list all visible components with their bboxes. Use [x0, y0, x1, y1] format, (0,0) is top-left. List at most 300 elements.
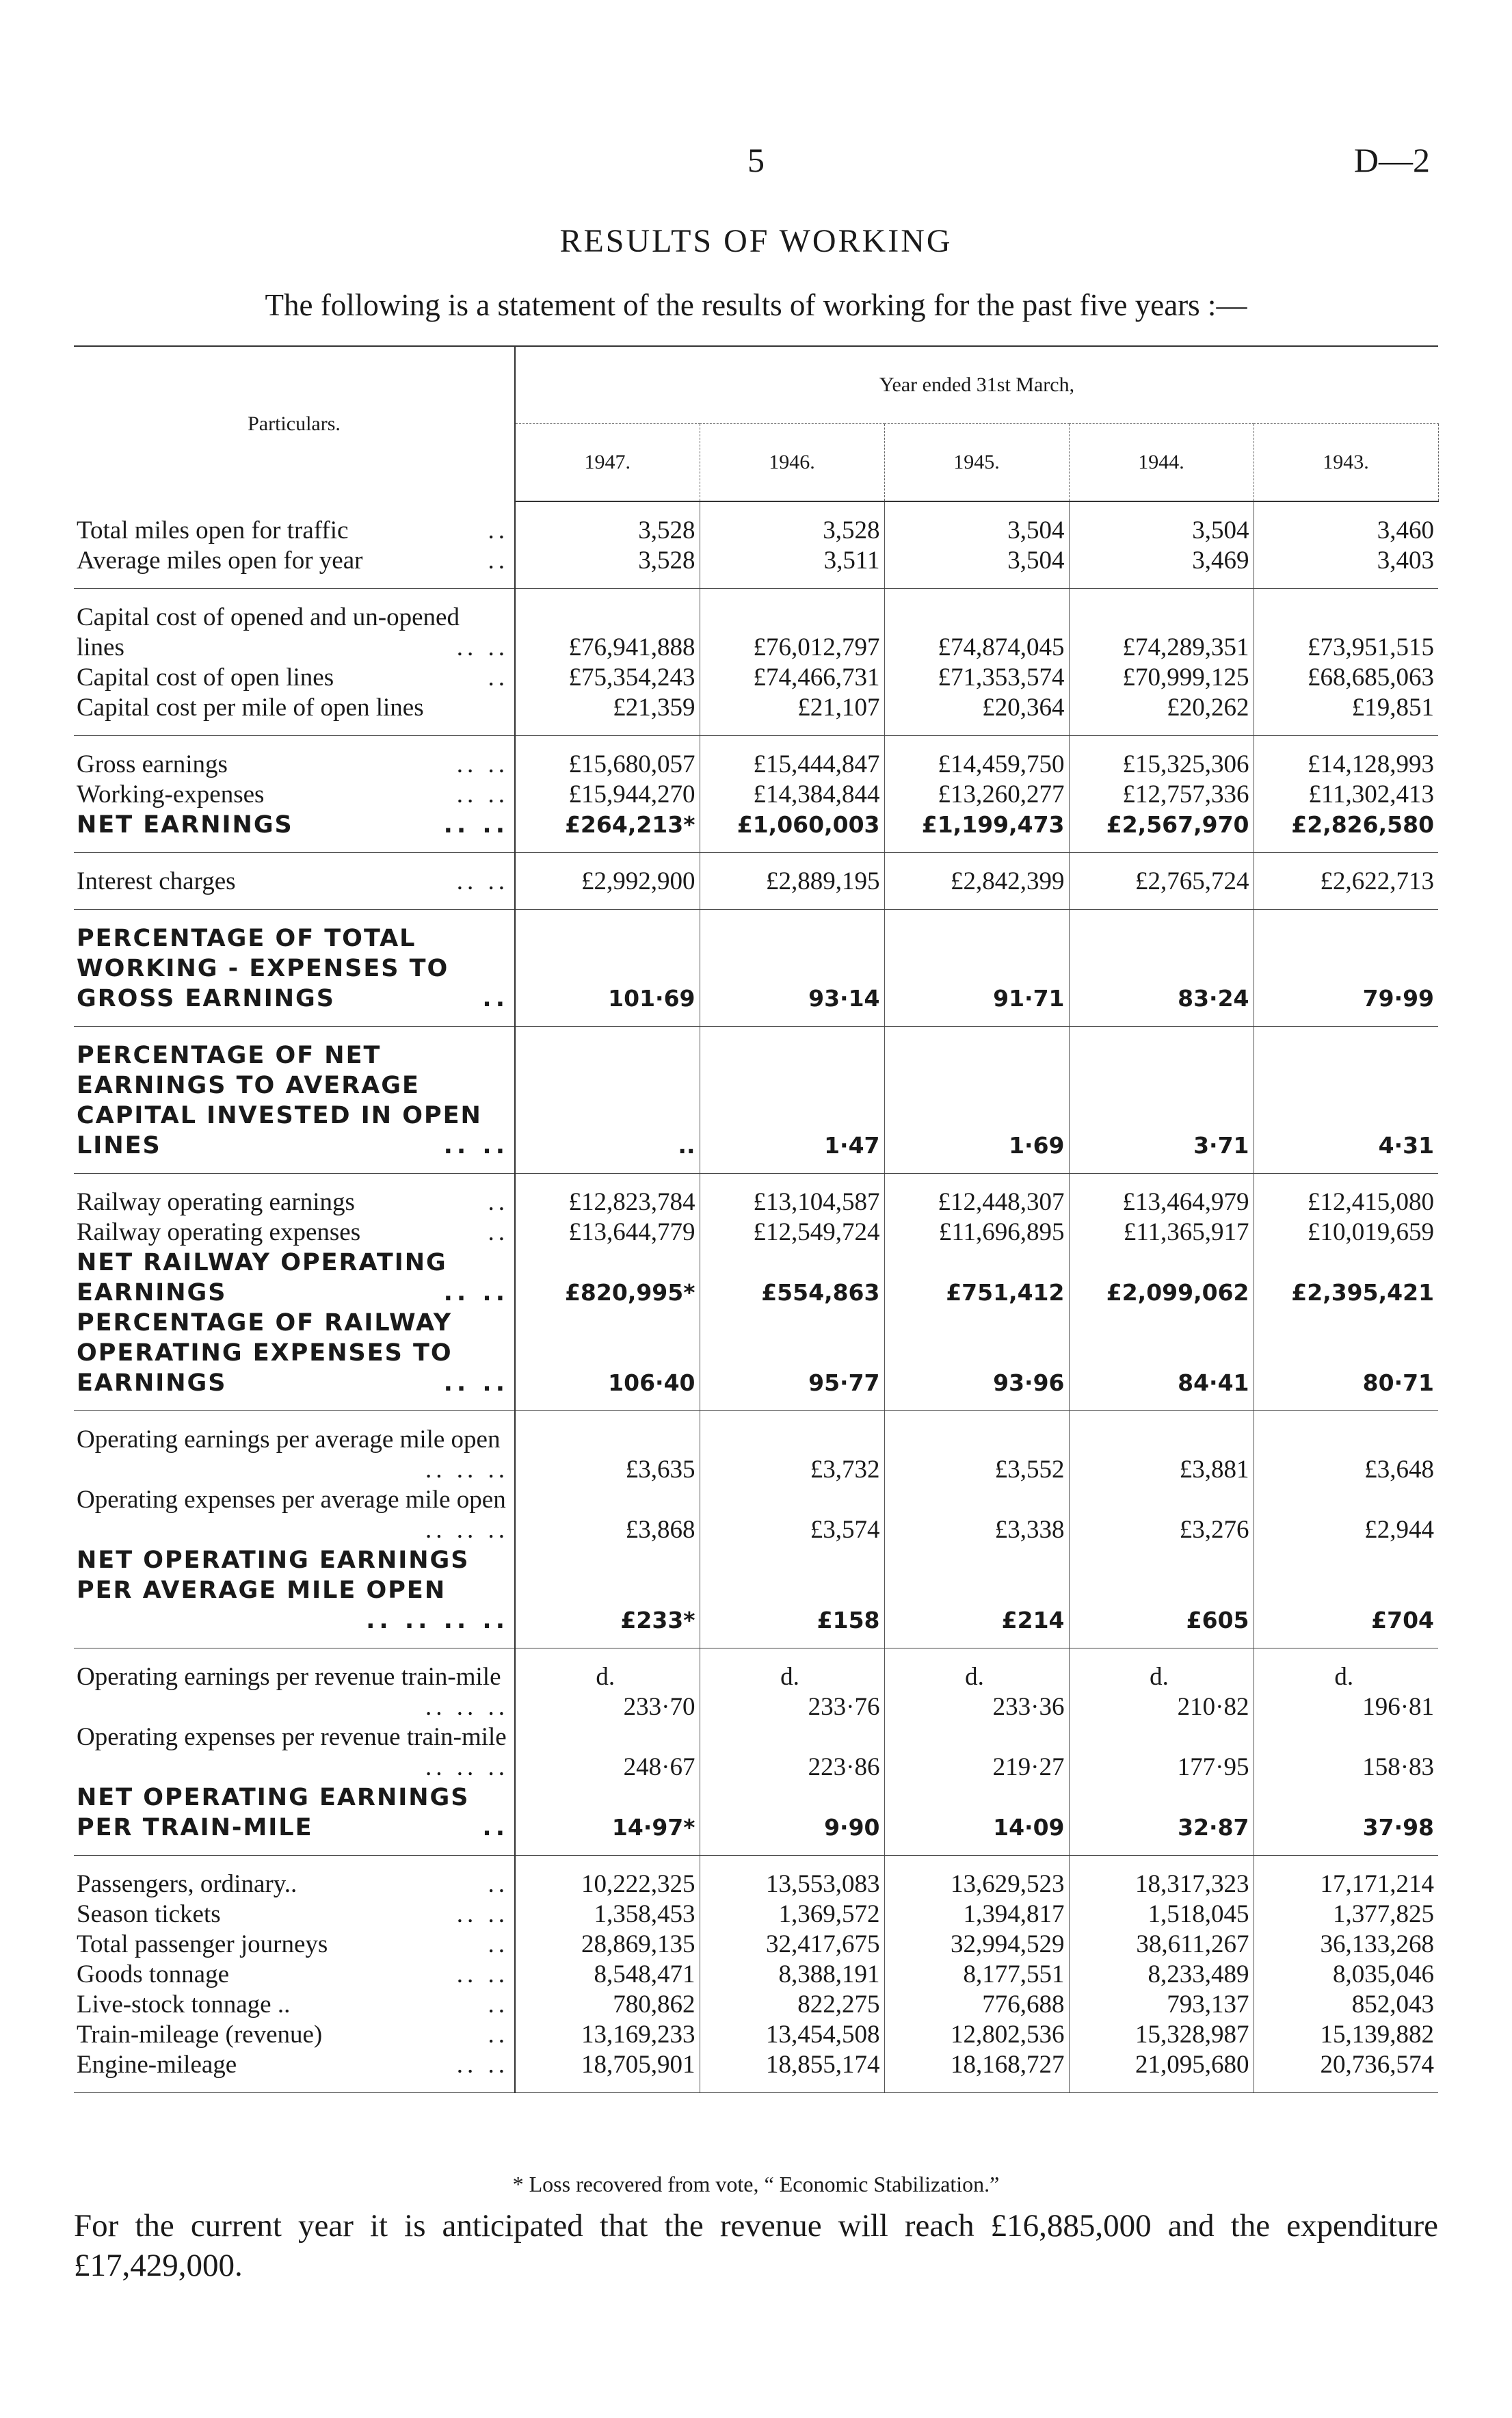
- row-label-cell: [74, 780, 515, 810]
- value-cell: [515, 780, 700, 810]
- value-cell: [884, 1990, 1069, 2020]
- cell-value: £10,019,659: [1308, 1218, 1435, 1246]
- row-label: Operating expenses per average mile open: [77, 1486, 506, 1514]
- cell-value: £12,823,784: [568, 1188, 695, 1216]
- leader-dots: .. ..: [443, 1279, 509, 1306]
- cell-value: 37·98: [1362, 1814, 1435, 1841]
- cell-value: £1,060,003: [737, 811, 880, 838]
- value-cell: [1069, 910, 1254, 1027]
- cell-value: 1,394,817: [963, 1900, 1065, 1928]
- value-cell: [515, 1648, 700, 1723]
- value-cell: [1069, 546, 1254, 589]
- value-cell: [700, 1960, 884, 1990]
- document-reference: D—2: [1353, 141, 1430, 179]
- value-cell: [515, 736, 700, 780]
- value-cell: [515, 1411, 700, 1486]
- value-cell: [884, 910, 1069, 1027]
- cell-value: £15,680,057: [568, 750, 695, 778]
- year-header: 1947.: [515, 424, 700, 502]
- value-cell: [515, 1722, 700, 1783]
- row-label-cell: [74, 1248, 515, 1308]
- value-cell: [1069, 2020, 1254, 2050]
- row-label-cell: [74, 693, 515, 736]
- table-row: [74, 1856, 1438, 1900]
- cell-value: 158·83: [1362, 1753, 1435, 1781]
- cell-value: 15,328,987: [1135, 2021, 1249, 2049]
- cell-value: £20,364: [982, 694, 1065, 722]
- value-cell: [1254, 1722, 1438, 1783]
- unit-label: d.: [780, 1663, 799, 1691]
- closing-paragraph: For the current year it is anticipated that the revenue will reach £16,885,000 and the expenditure £17,429,000.: [74, 2208, 1438, 2283]
- cell-value: 95·77: [808, 1369, 880, 1396]
- table-row: [74, 780, 1438, 810]
- row-label: Operating earnings per revenue train-mile: [77, 1663, 501, 1691]
- cell-value: 3,511: [823, 547, 880, 575]
- table-row: [74, 546, 1438, 589]
- row-label: Railway operating expenses: [77, 1218, 361, 1246]
- cell-value: £11,302,413: [1308, 780, 1435, 809]
- cell-value: 3,460: [1377, 516, 1435, 544]
- value-cell: [884, 2050, 1069, 2093]
- value-cell: [884, 663, 1069, 693]
- cell-value: 780,862: [613, 1990, 695, 2019]
- value-cell: [700, 1783, 884, 1856]
- table-row: [74, 1960, 1438, 1990]
- cell-value: £12,415,080: [1308, 1188, 1435, 1216]
- value-cell: [700, 1900, 884, 1930]
- leader-dots: .. .. ..: [425, 1693, 509, 1721]
- table-row: [74, 1990, 1438, 2020]
- leader-dots: .. .. ..: [425, 1516, 509, 1544]
- value-cell: [1069, 1960, 1254, 1990]
- cell-value: £214: [1001, 1607, 1065, 1633]
- cell-value: 8,548,471: [594, 1960, 695, 1988]
- cell-value: £13,644,779: [568, 1218, 695, 1246]
- value-cell: [1254, 1308, 1438, 1411]
- row-label-cell: [74, 589, 515, 663]
- table-group: [74, 589, 1438, 736]
- cell-value: 219·27: [992, 1753, 1065, 1781]
- value-cell: [1254, 1990, 1438, 2020]
- value-cell: [884, 1027, 1069, 1174]
- value-cell: [884, 810, 1069, 853]
- cell-value: £3,552: [994, 1456, 1065, 1484]
- year-header: 1945.: [884, 424, 1069, 502]
- value-cell: [700, 1990, 884, 2020]
- cell-value: 233·36: [992, 1693, 1065, 1721]
- cell-value: 3·71: [1193, 1132, 1249, 1159]
- value-cell: [700, 589, 884, 663]
- cell-value: 18,855,174: [766, 2051, 880, 2079]
- row-label: NET OPERATING EARNINGS PER TRAIN-MILE: [77, 1784, 470, 1841]
- value-cell: [1254, 1174, 1438, 1218]
- value-cell: [1254, 780, 1438, 810]
- value-cell: [700, 1218, 884, 1248]
- row-label: Goods tonnage: [77, 1960, 229, 1988]
- cell-value: 1,358,453: [594, 1900, 695, 1928]
- cell-value: 18,705,901: [581, 2051, 695, 2079]
- cell-value: 32,417,675: [766, 1930, 880, 1958]
- value-cell: [515, 663, 700, 693]
- row-label-cell: [74, 910, 515, 1027]
- value-cell: [700, 663, 884, 693]
- table-row: [74, 1722, 1438, 1783]
- value-cell: [700, 1545, 884, 1648]
- table-group: [74, 1411, 1438, 1648]
- leader-dots: .. ..: [443, 811, 509, 839]
- cell-value: 14·97*: [611, 1814, 695, 1841]
- cell-value: £2,099,062: [1106, 1279, 1249, 1306]
- cell-value: 3,528: [638, 516, 695, 544]
- value-cell: [515, 1174, 700, 1218]
- table-group: [74, 853, 1438, 910]
- cell-value: 13,629,523: [951, 1870, 1065, 1898]
- value-cell: [884, 1900, 1069, 1930]
- leader-dots: .. ..: [456, 2051, 509, 2079]
- cell-value: £2,944: [1364, 1516, 1435, 1544]
- value-cell: [700, 1308, 884, 1411]
- table-row: [74, 853, 1438, 910]
- value-cell: [1254, 1930, 1438, 1960]
- particulars-header: Particulars.: [74, 346, 515, 501]
- value-cell: [1069, 1174, 1254, 1218]
- value-cell: [1069, 589, 1254, 663]
- table-group: [74, 1856, 1438, 2093]
- value-cell: [1069, 1900, 1254, 1930]
- value-cell: [515, 1485, 700, 1545]
- cell-value: 1·47: [824, 1132, 880, 1159]
- intro-text: The following is a statement of the results of working for the past five years :—: [265, 288, 1247, 322]
- row-label: Engine-mileage: [77, 2051, 237, 2079]
- value-cell: [1069, 736, 1254, 780]
- cell-value: £3,635: [625, 1456, 695, 1484]
- cell-value: 3,528: [823, 516, 880, 544]
- table-row: [74, 1027, 1438, 1174]
- row-label-cell: [74, 663, 515, 693]
- year-header: 1944.: [1069, 424, 1254, 502]
- row-label-cell: [74, 1783, 515, 1856]
- row-label: Total miles open for traffic: [77, 516, 349, 544]
- row-label-cell: [74, 546, 515, 589]
- table-row: [74, 1411, 1438, 1486]
- leader-dots: ..: [488, 1870, 509, 1898]
- cell-value: 3,528: [638, 547, 695, 575]
- row-label: NET EARNINGS: [77, 811, 293, 839]
- cell-value: 18,168,727: [951, 2051, 1065, 2079]
- table-row: [74, 1218, 1438, 1248]
- cell-value: £13,464,979: [1122, 1188, 1249, 1216]
- cell-value: £74,289,351: [1122, 633, 1249, 661]
- cell-value: 13,169,233: [581, 2021, 695, 2049]
- cell-value: 79·99: [1362, 985, 1435, 1012]
- value-cell: [1069, 1856, 1254, 1900]
- value-cell: [1069, 780, 1254, 810]
- row-label: Total passenger journeys: [77, 1930, 328, 1958]
- row-label-cell: [74, 1174, 515, 1218]
- row-label: PERCENTAGE OF TOTAL WORKING - EXPENSES TO GROSS EARNINGS: [77, 925, 449, 1012]
- cell-value: 852,043: [1351, 1990, 1435, 2019]
- table-group: [74, 1027, 1438, 1174]
- value-cell: [1069, 853, 1254, 910]
- cell-value: 793,137: [1167, 1990, 1249, 2019]
- row-label-cell: [74, 1856, 515, 1900]
- value-cell: [1069, 663, 1254, 693]
- cell-value: £2,765,724: [1135, 867, 1249, 895]
- value-cell: [1254, 853, 1438, 910]
- cell-value: 14·09: [993, 1814, 1065, 1841]
- row-label-cell: [74, 2050, 515, 2093]
- value-cell: [884, 736, 1069, 780]
- cell-value: 1,377,825: [1333, 1900, 1435, 1928]
- cell-value: £2,889,195: [766, 867, 880, 895]
- cell-value: 4·31: [1378, 1132, 1435, 1159]
- leader-dots: .. ..: [456, 780, 509, 809]
- row-label: PERCENTAGE OF NET EARNINGS TO AVERAGE CAPITAL INVESTED IN OPEN LINES: [77, 1042, 482, 1159]
- value-cell: [1254, 2050, 1438, 2093]
- cell-value: 93·14: [808, 985, 880, 1012]
- footnote: * Loss recovered from vote, “ Economic Stabilization.”: [512, 2172, 1000, 2196]
- value-cell: [700, 1930, 884, 1960]
- value-cell: [1254, 1545, 1438, 1648]
- table-group: [74, 501, 1438, 589]
- leader-dots: ..: [488, 547, 509, 575]
- cell-value: 210·82: [1177, 1693, 1249, 1721]
- value-cell: [700, 1174, 884, 1218]
- value-cell: [1069, 1218, 1254, 1248]
- cell-value: 36,133,268: [1320, 1930, 1435, 1958]
- cell-value: £74,466,731: [753, 663, 880, 692]
- cell-value: 3,403: [1377, 547, 1435, 575]
- results-table: [74, 345, 1439, 2093]
- cell-value: 177·95: [1177, 1753, 1249, 1781]
- leader-dots: .. ..: [443, 1369, 509, 1397]
- year-header: 1946.: [700, 424, 884, 502]
- cell-value: £73,951,515: [1308, 633, 1435, 661]
- row-label-cell: [74, 1930, 515, 1960]
- cell-value: 8,035,046: [1333, 1960, 1435, 1988]
- cell-value: £20,262: [1167, 694, 1249, 722]
- cell-value: 8,233,489: [1148, 1960, 1249, 1988]
- row-label-cell: [74, 1990, 515, 2020]
- table-row: [74, 2020, 1438, 2050]
- table-group: [74, 736, 1438, 853]
- page-title: RESULTS OF WORKING: [559, 223, 953, 259]
- cell-value: £554,863: [761, 1279, 880, 1306]
- cell-value: £21,107: [797, 694, 880, 722]
- value-cell: [515, 1218, 700, 1248]
- cell-value: £71,353,574: [938, 663, 1065, 692]
- value-cell: [1069, 2050, 1254, 2093]
- cell-value: £14,128,993: [1308, 750, 1435, 778]
- value-cell: [884, 1485, 1069, 1545]
- value-cell: [1254, 501, 1438, 546]
- value-cell: [700, 736, 884, 780]
- value-cell: [1254, 1856, 1438, 1900]
- leader-dots: ..: [488, 516, 509, 544]
- unit-label: d.: [1334, 1663, 1354, 1691]
- cell-value: £2,992,900: [581, 867, 695, 895]
- unit-label: d.: [596, 1663, 615, 1691]
- value-cell: [884, 853, 1069, 910]
- table-row: [74, 910, 1438, 1027]
- row-label: Operating earnings per average mile open: [77, 1425, 501, 1454]
- cell-value: £12,549,724: [753, 1218, 880, 1246]
- row-label-cell: [74, 1027, 515, 1174]
- leader-dots: ..: [488, 663, 509, 692]
- value-cell: [1069, 501, 1254, 546]
- cell-value: £2,826,580: [1291, 811, 1435, 838]
- value-cell: [884, 1308, 1069, 1411]
- row-label-cell: [74, 1722, 515, 1783]
- cell-value: £14,459,750: [938, 750, 1065, 778]
- cell-value: 233·76: [808, 1693, 880, 1721]
- value-cell: [884, 1545, 1069, 1648]
- table-row: [74, 1308, 1438, 1411]
- cell-value: £13,260,277: [938, 780, 1065, 809]
- cell-value: 12,802,536: [951, 2021, 1065, 2049]
- value-cell: [1254, 546, 1438, 589]
- row-label: Working-expenses: [77, 780, 265, 809]
- cell-value: 1,518,045: [1148, 1900, 1249, 1928]
- cell-value: £3,881: [1179, 1456, 1249, 1484]
- value-cell: [884, 1722, 1069, 1783]
- cell-value: 776,688: [982, 1990, 1065, 2019]
- value-cell: [1254, 1218, 1438, 1248]
- value-cell: [884, 1174, 1069, 1218]
- value-cell: [1069, 1485, 1254, 1545]
- row-label: NET OPERATING EARNINGS PER AVERAGE MILE OPEN: [77, 1547, 470, 1604]
- cell-value: £15,944,270: [568, 780, 695, 809]
- value-cell: [884, 1411, 1069, 1486]
- value-cell: [1254, 2020, 1438, 2050]
- value-cell: [1254, 663, 1438, 693]
- cell-value: 28,869,135: [581, 1930, 695, 1958]
- cell-value: 233·70: [623, 1693, 695, 1721]
- leader-dots: .. ..: [456, 1900, 509, 1928]
- cell-value: £751,412: [946, 1279, 1065, 1306]
- row-label: Passengers, ordinary..: [77, 1870, 297, 1898]
- value-cell: [1069, 1027, 1254, 1174]
- value-cell: [884, 1648, 1069, 1723]
- cell-value: £13,104,587: [753, 1188, 880, 1216]
- cell-value: 101·69: [608, 985, 695, 1012]
- value-cell: [1254, 1783, 1438, 1856]
- cell-value: 9·90: [824, 1814, 880, 1841]
- cell-value: 3,504: [1007, 547, 1065, 575]
- value-cell: [515, 1990, 700, 2020]
- value-cell: [884, 589, 1069, 663]
- row-label-cell: [74, 1308, 515, 1411]
- value-cell: [515, 693, 700, 736]
- cell-value: 83·24: [1178, 985, 1249, 1012]
- value-cell: [1069, 810, 1254, 853]
- cell-value: £76,012,797: [753, 633, 880, 661]
- cell-value: 13,553,083: [766, 1870, 880, 1898]
- year-group-header: Year ended 31st March,: [515, 346, 1438, 424]
- value-cell: [1069, 1783, 1254, 1856]
- value-cell: [884, 546, 1069, 589]
- cell-value: £233*: [620, 1607, 695, 1633]
- row-label: Operating expenses per revenue train-mile: [77, 1723, 507, 1751]
- cell-value: 196·81: [1362, 1693, 1435, 1721]
- value-cell: [884, 780, 1069, 810]
- cell-value: £19,851: [1351, 694, 1435, 722]
- table-row: [74, 810, 1438, 853]
- value-cell: [700, 810, 884, 853]
- table-row: [74, 1485, 1438, 1545]
- table-group: [74, 1648, 1438, 1856]
- cell-value: 93·96: [993, 1369, 1065, 1396]
- cell-value: £75,354,243: [568, 663, 695, 692]
- table-row: [74, 2050, 1438, 2093]
- cell-value: 223·86: [808, 1753, 880, 1781]
- value-cell: [1069, 1411, 1254, 1486]
- value-cell: [1069, 1308, 1254, 1411]
- page-number: 5: [747, 141, 765, 179]
- value-cell: [1254, 1411, 1438, 1486]
- leader-dots: ..: [488, 2021, 509, 2049]
- value-cell: [1069, 1545, 1254, 1648]
- table-row: [74, 1930, 1438, 1960]
- table-group: [74, 1174, 1438, 1411]
- value-cell: [700, 693, 884, 736]
- value-cell: [1254, 1027, 1438, 1174]
- cell-value: £3,276: [1179, 1516, 1249, 1544]
- table-row: [74, 1900, 1438, 1930]
- row-label: Capital cost of open lines: [77, 663, 334, 692]
- leader-dots: .. .. ..: [425, 1456, 509, 1484]
- cell-value: 15,139,882: [1320, 2021, 1435, 2049]
- value-cell: [515, 1027, 700, 1174]
- row-label-cell: [74, 501, 515, 546]
- row-label: Live-stock tonnage ..: [77, 1990, 291, 2019]
- cell-value: £21,359: [613, 694, 695, 722]
- value-cell: [1254, 1960, 1438, 1990]
- row-label-cell: [74, 1900, 515, 1930]
- value-cell: [515, 1783, 700, 1856]
- unit-label: d.: [965, 1663, 984, 1691]
- leader-dots: .. ..: [456, 1960, 509, 1988]
- row-label-cell: [74, 1960, 515, 1990]
- cell-value: £704: [1371, 1607, 1435, 1633]
- row-label-cell: [74, 1648, 515, 1723]
- cell-value: 8,177,551: [963, 1960, 1065, 1988]
- cell-value: 20,736,574: [1320, 2051, 1435, 2079]
- value-cell: [1254, 736, 1438, 780]
- leader-dots: ..: [488, 1188, 509, 1216]
- value-cell: [884, 693, 1069, 736]
- leader-dots: .. ..: [456, 750, 509, 778]
- leader-dots: .. ..: [456, 633, 509, 661]
- cell-value: 1·69: [1009, 1132, 1065, 1159]
- row-label: PERCENTAGE OF RAILWAY OPERATING EXPENSES TO EARNINGS: [77, 1309, 453, 1397]
- value-cell: [1069, 693, 1254, 736]
- cell-value: £12,757,336: [1122, 780, 1249, 809]
- value-cell: [700, 1027, 884, 1174]
- value-cell: [884, 1248, 1069, 1308]
- value-cell: [700, 1485, 884, 1545]
- cell-value: £2,622,713: [1320, 867, 1435, 895]
- cell-value: 10,222,325: [581, 1870, 695, 1898]
- cell-value: £3,338: [994, 1516, 1065, 1544]
- row-label: Train-mileage (revenue): [77, 2021, 323, 2049]
- value-cell: [884, 1960, 1069, 1990]
- table-row: [74, 693, 1438, 736]
- value-cell: [515, 2050, 700, 2093]
- cell-value: 1,369,572: [778, 1900, 880, 1928]
- value-cell: [1069, 1722, 1254, 1783]
- cell-value: 3,504: [1007, 516, 1065, 544]
